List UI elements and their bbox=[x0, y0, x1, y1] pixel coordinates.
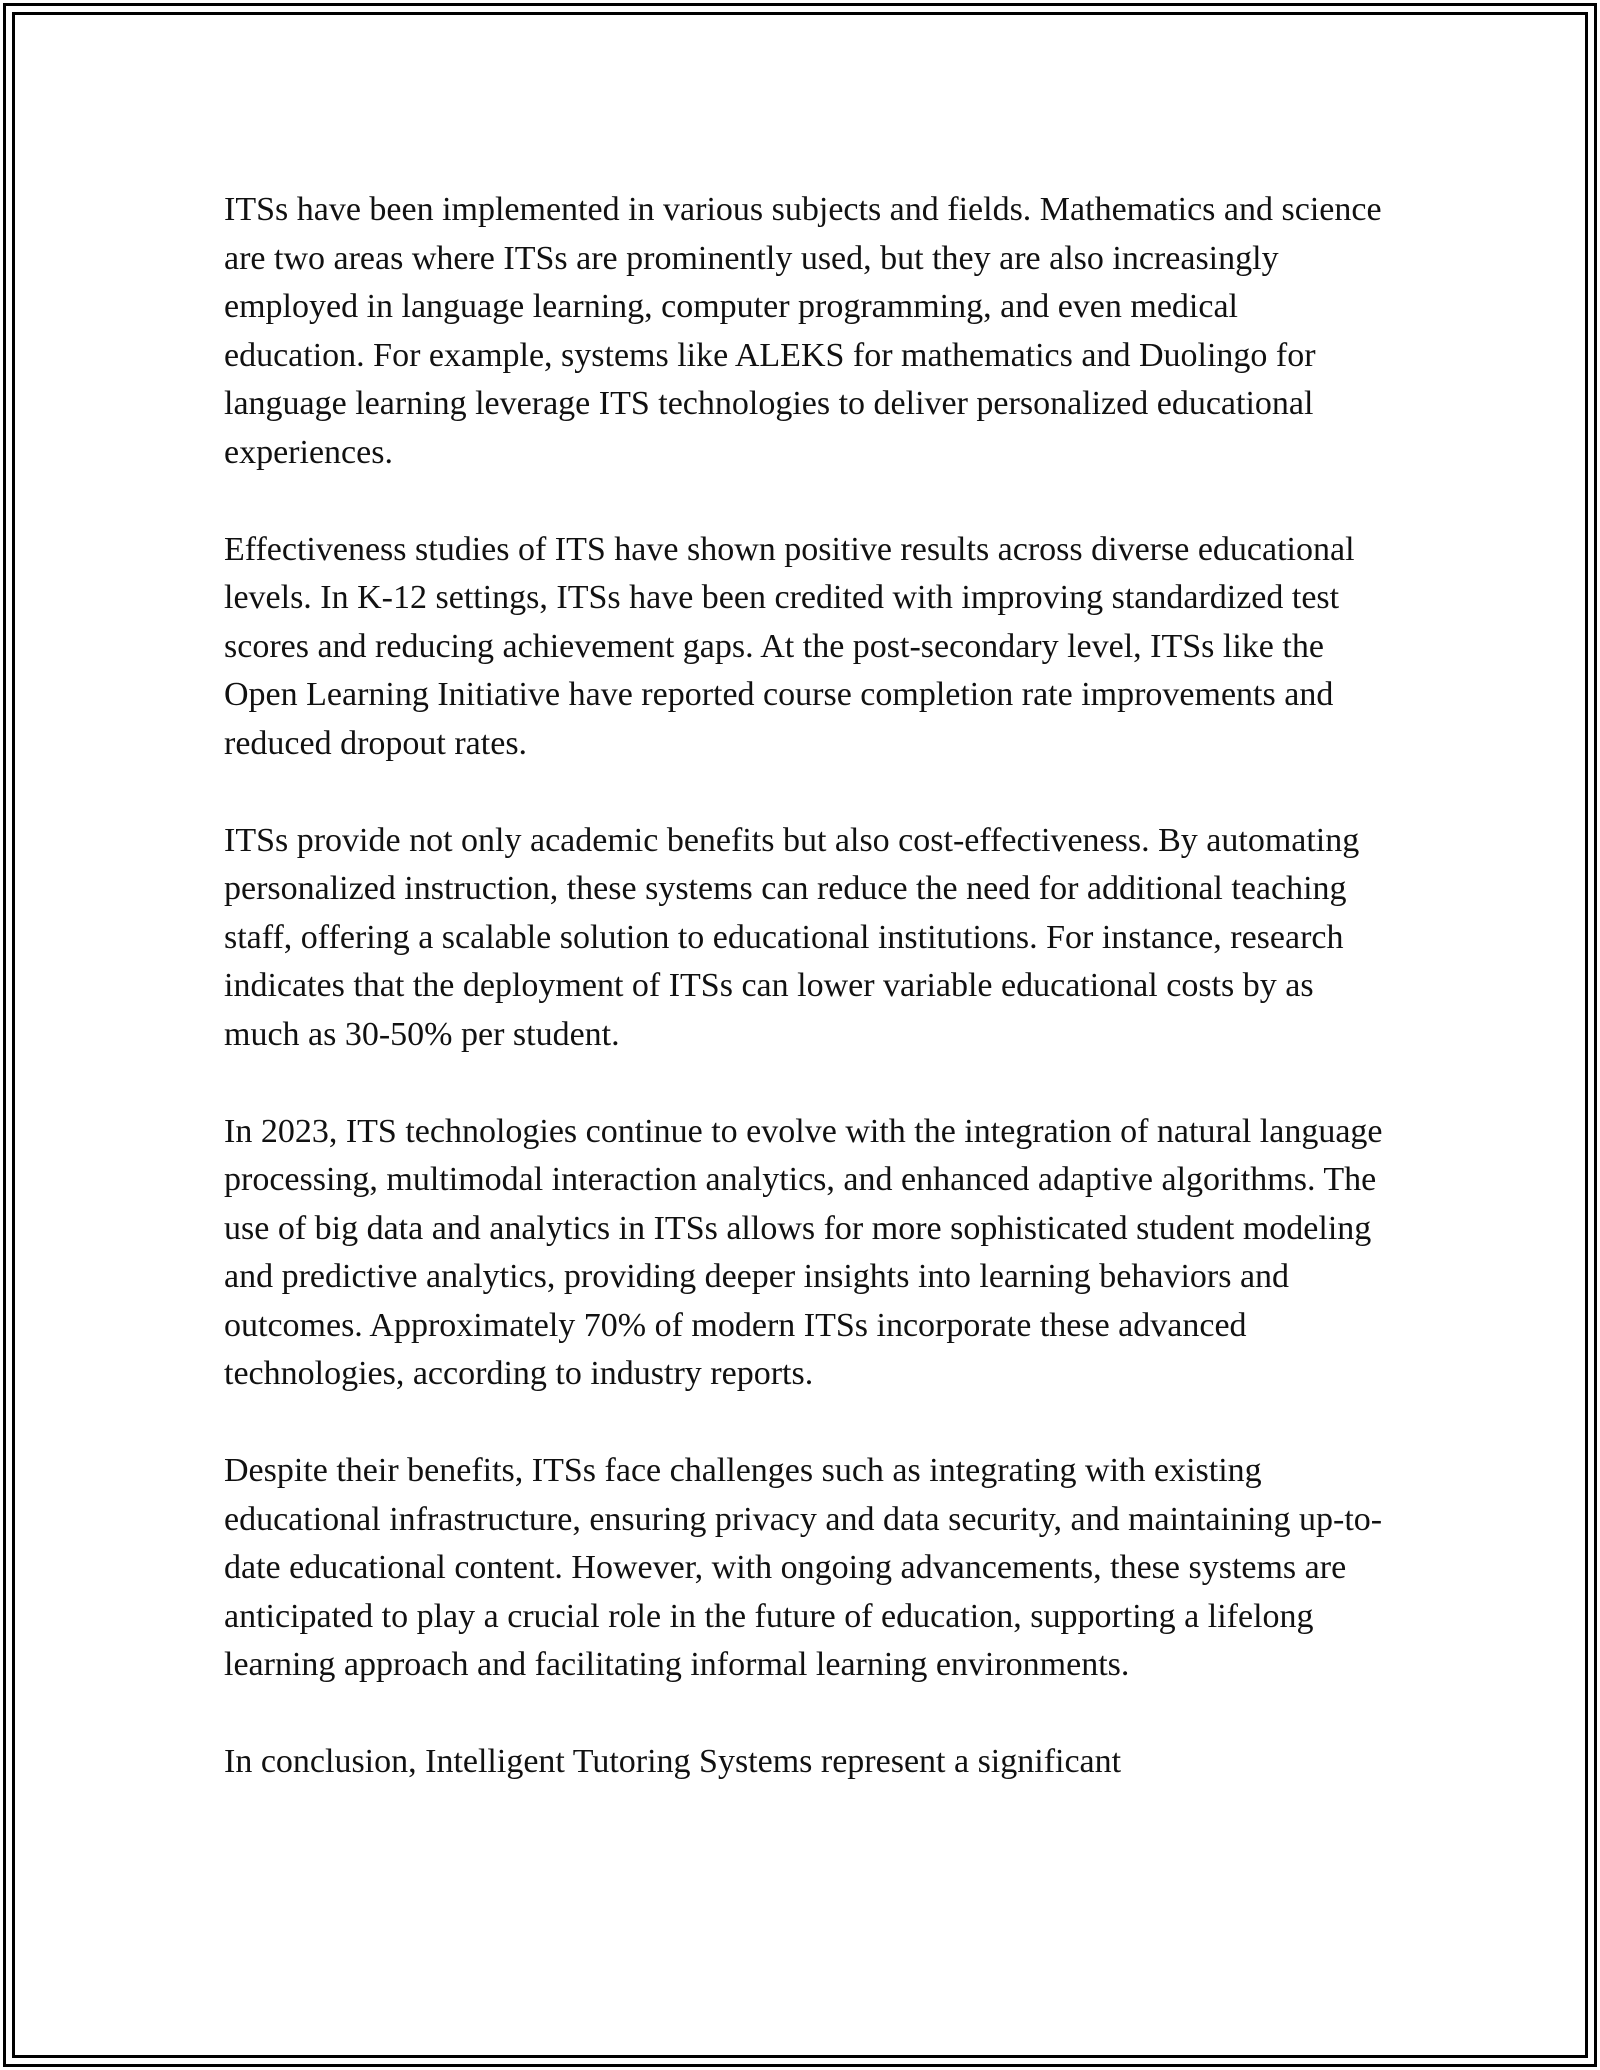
paragraph-effectiveness: Effectiveness studies of ITS have shown positive results across diverse educational levels. In K-12 settings, ITSs have been credited with improving standardized test scores and reducing achievement gaps. At the post-secondary level, ITSs like the Open Learning Initiative have reported course completion rate improvements and reduced dropout rates. bbox=[224, 530, 1355, 762]
paragraph-2023-technologies: In 2023, ITS technologies continue to evolve with the integration of natural language processing, multimodal interaction analytics, and enhanced adaptive algorithms. The use of big data and analytics in ITSs allows for more sophisticated student modeling and predictive analytics, providing deeper insights into learning behaviors and outcomes. Approximately 70% of modern ITSs incorporate these advanced technologies, according to industry reports. bbox=[224, 1112, 1383, 1392]
paragraph-challenges: Despite their benefits, ITSs face challenges such as integrating with existing educational infrastructure, ensuring privacy and data security, and maintaining up-to-date educational content. However, with ongoing advancements, these systems are anticipated to play a crucial role in the future of education, supporting a lifelong learning approach and facilitating informal learning environments. bbox=[224, 1452, 1383, 1683]
paragraph-its-subjects: ITSs have been implemented in various subjects and fields. Mathematics and science are two areas where ITSs are prominently used, but they are also increasingly employed in language learning, computer programming, and even medical education. For example, systems like ALEKS for mathematics and Duolingo for language learning leverage ITS technologies to deliver personalized educational experiences. bbox=[224, 191, 1382, 471]
paragraph-cost-effectiveness: ITSs provide not only academic benefits but also cost-effectiveness. By automating personalized instruction, these systems can reduce the need for additional teaching staff, offering a scalable solution to educational institutions. For instance, research indicates that the deployment of ITSs can lower variable educational costs by as much as 30-50% per student. bbox=[224, 821, 1360, 1053]
document-body bbox=[224, 186, 1384, 1835]
paragraph-conclusion: In conclusion, Intelligent Tutoring Systems represent a significant bbox=[224, 1743, 1122, 1780]
